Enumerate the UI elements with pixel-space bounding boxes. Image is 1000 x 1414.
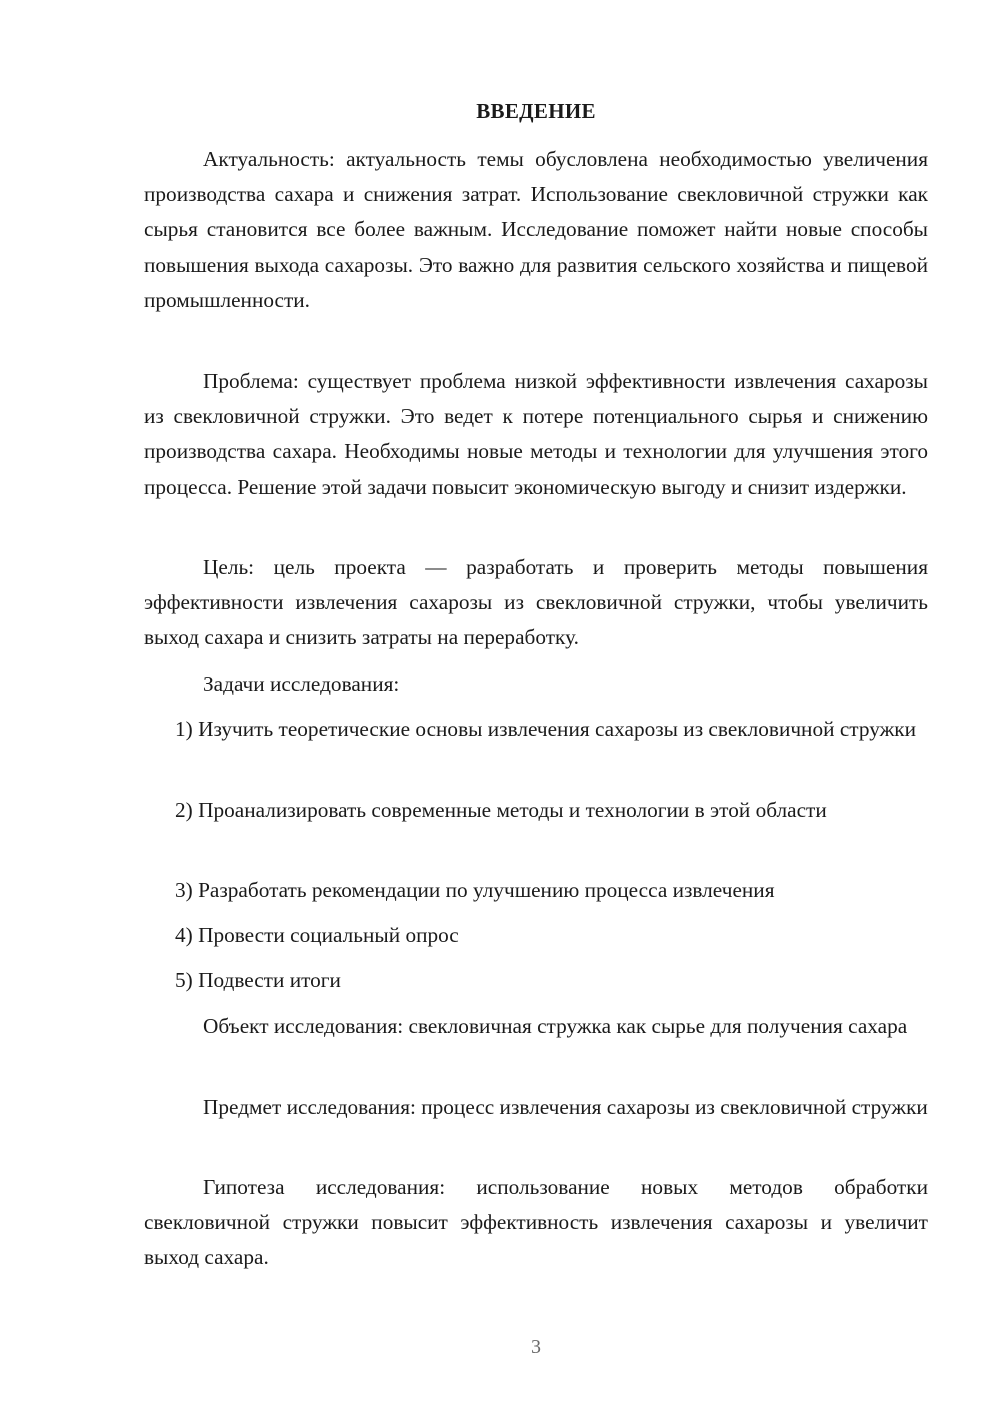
task-item-1: 1) Изучить теоретические основы извлечения сахарозы из свекловичной стружки xyxy=(175,717,917,741)
page-number: 3 xyxy=(531,1336,541,1358)
tasks-heading: Задачи исследования: xyxy=(203,672,400,696)
paragraph-hypothesis: Гипотеза исследования: использование новых методов обработки свекловичной стружки повысит эффективность извлечения сахарозы и увеличит выход сахара. xyxy=(144,1175,928,1270)
document-page xyxy=(144,0,928,1414)
paragraph-subject: Предмет исследования: процесс извлечения сахарозы из свекловичной стружки xyxy=(203,1095,928,1119)
task-item-2: 2) Проанализировать современные методы и технологии в этой области xyxy=(175,798,827,822)
paragraph-goal: Цель: цель проекта — разработать и проверить методы повышения эффективности извлечения сахарозы из свекловичной стружки, чтобы увеличить выход сахара и снизить затраты на переработку. xyxy=(144,555,928,650)
paragraph-object: Объект исследования: свекловичная стружка как сырье для получения сахара xyxy=(203,1014,908,1038)
task-item-4: 4) Провести социальный опрос xyxy=(175,923,459,947)
task-item-3: 3) Разработать рекомендации по улучшению процесса извлечения xyxy=(175,878,775,902)
paragraph-problem: Проблема: существует проблема низкой эффективности извлечения сахарозы из свекловичной стружки. Это ведет к потере потенциального сырья и снижению производства сахара. Необходимы новые методы и технологии для улучшения этого процесса. Решение этой задачи повысит экономическую выгоду и снизит издержки. xyxy=(144,369,928,499)
page-title: ВВЕДЕНИЕ xyxy=(476,99,596,123)
paragraph-relevance: Актуальность: актуальность темы обусловлена необходимостью увеличения производства сахара и снижения затрат. Использование свекловичной стружки как сырья становится все более важным. Исследование поможет найти новые способы повышения выхода сахарозы. Это важно для развития сельского хозяйства и пищевой промышленности. xyxy=(144,147,928,312)
task-item-5: 5) Подвести итоги xyxy=(175,968,341,992)
